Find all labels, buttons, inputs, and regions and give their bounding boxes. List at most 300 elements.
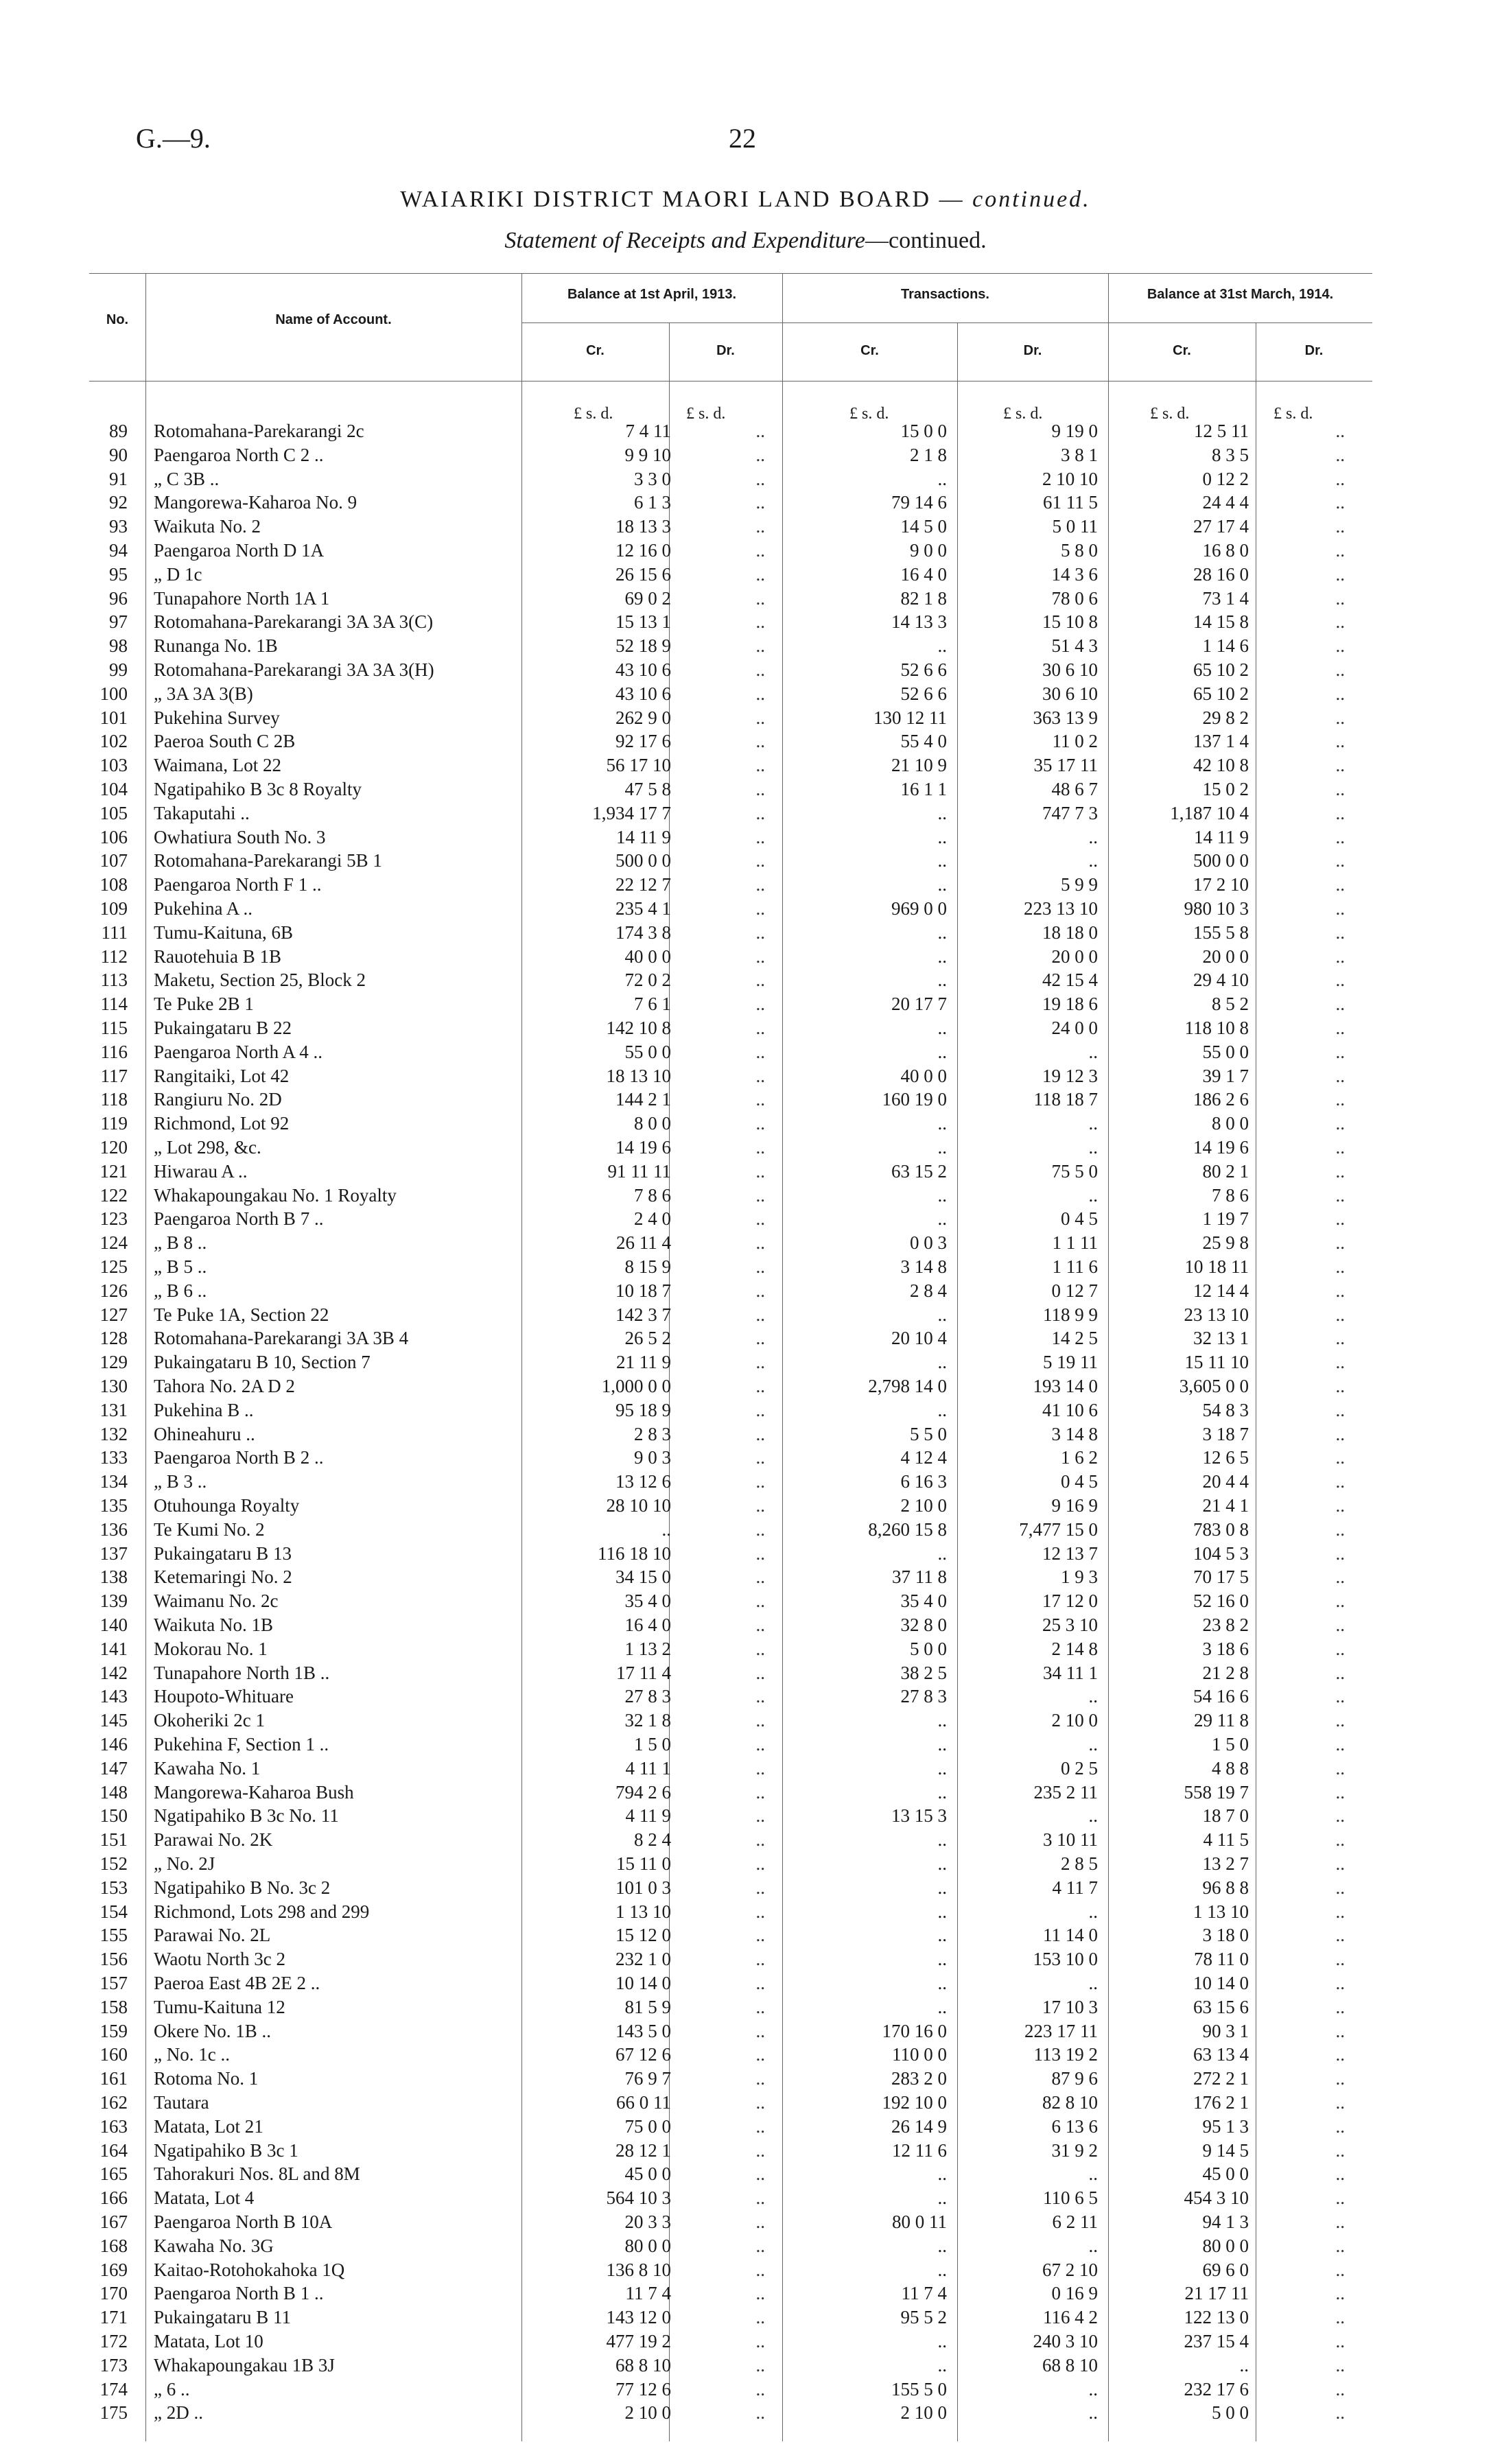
closing-balance-cr: 8 3 5: [1212, 444, 1249, 465]
table-row: [0, 1327, 1491, 1349]
transactions-cr: ..: [937, 2187, 947, 2209]
title-text: WAIARIKI DISTRICT MAORI LAND BOARD: [400, 187, 932, 212]
table-row: [0, 778, 1491, 800]
opening-balance-dr: ..: [755, 540, 765, 561]
table-row: [0, 2043, 1491, 2065]
opening-balance-dr: ..: [755, 850, 765, 871]
closing-balance-dr: ..: [1335, 2068, 1345, 2089]
closing-balance-cr: 78 11 0: [1194, 1949, 1249, 1970]
account-name: Pukehina Survey: [154, 707, 280, 728]
opening-balance-dr: ..: [755, 1447, 765, 1468]
transactions-dr: ..: [1088, 2402, 1098, 2424]
opening-balance-cr: 40 0 0: [624, 946, 671, 967]
closing-balance-dr: ..: [1335, 1256, 1345, 1277]
opening-balance-cr: 8 2 4: [634, 1829, 671, 1851]
opening-balance-cr: 26 5 2: [624, 1328, 671, 1349]
table-row: [0, 969, 1491, 991]
closing-balance-dr: ..: [1335, 2259, 1345, 2280]
opening-balance-cr: 136 8 10: [606, 2259, 671, 2280]
row-number: 129: [99, 1352, 128, 1373]
table-row: [0, 1948, 1491, 1970]
transactions-dr: 35 17 11: [1033, 755, 1098, 776]
table-row: [0, 1041, 1491, 1063]
closing-balance-cr: 500 0 0: [1193, 850, 1249, 871]
transactions-dr: ..: [1088, 1041, 1098, 1062]
opening-balance-cr: 101 0 3: [615, 1877, 671, 1898]
opening-balance-cr: 72 0 2: [624, 970, 671, 991]
row-number: 136: [99, 1518, 128, 1540]
closing-balance-dr: ..: [1335, 1137, 1345, 1158]
unit-label: £ s. d.: [574, 405, 613, 423]
opening-balance-dr: ..: [755, 1208, 765, 1230]
opening-balance-cr: 45 0 0: [624, 2163, 671, 2185]
transactions-cr: 37 11 8: [892, 1567, 947, 1588]
opening-balance-dr: ..: [755, 707, 765, 728]
row-number: 146: [99, 1734, 128, 1755]
closing-balance-cr: 3 18 7: [1202, 1423, 1249, 1444]
account-name: „ 6 ..: [154, 2378, 190, 2400]
closing-balance-cr: 28 16 0: [1193, 563, 1249, 585]
closing-balance-cr: 45 0 0: [1202, 2163, 1249, 2185]
closing-balance-dr: ..: [1335, 1829, 1345, 1851]
account-name: Takaputahi ..: [154, 802, 250, 823]
opening-balance-cr: 35 4 0: [624, 1591, 671, 1612]
closing-balance-cr: 16 8 0: [1202, 540, 1249, 561]
closing-balance-cr: 1 14 6: [1202, 635, 1249, 657]
account-name: Paengaroa North D 1A: [154, 540, 325, 561]
table-row: [0, 1829, 1491, 1851]
transactions-cr: ..: [937, 2235, 947, 2256]
account-name: Richmond, Lot 92: [154, 1113, 290, 1134]
account-name: Pukaingataru B 22: [154, 1018, 292, 1038]
closing-balance-dr: ..: [1335, 635, 1345, 657]
opening-balance-cr: 7 8 6: [634, 1184, 671, 1206]
transactions-cr: ..: [937, 946, 947, 967]
transactions-dr: 110 6 5: [1043, 2187, 1098, 2209]
opening-balance-cr: 500 0 0: [615, 850, 671, 871]
transactions-cr: ..: [937, 2354, 947, 2375]
transactions-cr: ..: [937, 1113, 947, 1134]
opening-balance-dr: ..: [755, 1662, 765, 1683]
table-top-rule: [89, 273, 1372, 274]
transactions-cr: 40 0 0: [900, 1065, 947, 1086]
transactions-dr: 82 8 10: [1042, 2092, 1098, 2113]
opening-balance-cr: 116 18 10: [598, 1542, 671, 1564]
closing-balance-dr: ..: [1335, 1638, 1345, 1659]
closing-balance-cr: 42 10 8: [1193, 755, 1249, 776]
row-number: 158: [99, 1996, 128, 2017]
transactions-cr: 82 1 8: [900, 587, 947, 609]
table-row: [0, 491, 1491, 513]
opening-balance-dr: ..: [755, 2354, 765, 2375]
transactions-cr: ..: [937, 1352, 947, 1373]
account-name: Matata, Lot 10: [154, 2331, 263, 2351]
closing-balance-cr: 186 2 6: [1193, 1089, 1249, 1110]
transactions-dr: 0 12 7: [1051, 1280, 1098, 1301]
unit-label: £ s. d.: [1003, 405, 1043, 423]
closing-balance-dr: ..: [1335, 970, 1345, 991]
closing-balance-cr: 13 2 7: [1202, 1853, 1249, 1874]
closing-balance-dr: ..: [1335, 1376, 1345, 1396]
opening-balance-dr: ..: [755, 2092, 765, 2113]
closing-balance-dr: ..: [1335, 1901, 1345, 1922]
opening-balance-dr: ..: [755, 1160, 765, 1182]
transactions-cr: 170 16 0: [882, 2020, 947, 2041]
opening-balance-dr: ..: [755, 1328, 765, 1349]
transactions-dr: 1 11 6: [1052, 1256, 1098, 1277]
closing-balance-dr: ..: [1335, 1089, 1345, 1110]
transactions-dr: 2 14 8: [1051, 1638, 1098, 1659]
closing-balance-cr: 17 2 10: [1193, 874, 1249, 895]
row-number: 133: [99, 1447, 128, 1468]
transactions-dr: 747 7 3: [1042, 802, 1098, 823]
opening-balance-cr: 142 3 7: [615, 1304, 671, 1325]
closing-balance-dr: ..: [1335, 1304, 1345, 1325]
closing-balance-dr: ..: [1335, 492, 1345, 513]
transactions-dr: ..: [1088, 1901, 1098, 1922]
opening-balance-cr: 262 9 0: [615, 707, 671, 728]
opening-balance-cr: 32 1 8: [624, 1710, 671, 1731]
transactions-dr: 14 2 5: [1051, 1328, 1098, 1349]
row-number: 114: [100, 994, 128, 1015]
account-name: Ngatipahiko B No. 3c 2: [154, 1877, 331, 1898]
row-number: 119: [100, 1113, 128, 1134]
closing-balance-dr: ..: [1335, 2092, 1345, 2113]
transactions-cr: 32 8 0: [900, 1615, 947, 1635]
opening-balance-dr: ..: [755, 1018, 765, 1038]
row-number: 89: [109, 421, 128, 441]
opening-balance-cr: 52 18 9: [615, 635, 671, 657]
opening-balance-cr: 2 8 3: [634, 1423, 671, 1444]
closing-balance-cr: 558 19 7: [1184, 1781, 1249, 1803]
transactions-cr: ..: [937, 1973, 947, 1993]
account-name: Mokorau No. 1: [154, 1638, 268, 1659]
closing-balance-cr: 80 0 0: [1202, 2235, 1249, 2256]
table-row: [0, 1853, 1491, 1875]
closing-balance-cr: 20 4 4: [1202, 1471, 1249, 1492]
closing-balance-dr: ..: [1335, 444, 1345, 465]
closing-balance-cr: 65 10 2: [1193, 659, 1249, 680]
account-name: Pukaingataru B 11: [154, 2307, 291, 2328]
closing-balance-dr: ..: [1335, 1662, 1345, 1683]
account-name: Kaitao-Rotohokahoka 1Q: [154, 2259, 345, 2280]
closing-balance-cr: 104 5 3: [1193, 1542, 1249, 1564]
transactions-dr: ..: [1088, 1184, 1098, 1206]
row-number: 139: [99, 1591, 128, 1612]
table-row: [0, 2378, 1491, 2400]
opening-balance-dr: ..: [755, 444, 765, 465]
opening-balance-dr: ..: [755, 779, 765, 799]
closing-balance-cr: 15 11 10: [1184, 1352, 1249, 1373]
opening-balance-cr: 144 2 1: [615, 1089, 671, 1110]
closing-balance-dr: ..: [1335, 1280, 1345, 1301]
closing-balance-dr: ..: [1335, 2331, 1345, 2351]
unit-label: £ s. d.: [1150, 405, 1190, 423]
row-number: 157: [99, 1973, 128, 1993]
page-subtitle: Statement of Receipts and Expenditure—continued.: [504, 228, 987, 253]
transactions-dr: ..: [1088, 1805, 1098, 1827]
account-name: Otuhounga Royalty: [154, 1495, 300, 1516]
transactions-cr: 13 15 3: [891, 1805, 947, 1827]
closing-balance-cr: 137 1 4: [1193, 731, 1249, 752]
opening-balance-dr: ..: [755, 2378, 765, 2400]
closing-balance-cr: 8 5 2: [1212, 994, 1249, 1015]
opening-balance-dr: ..: [755, 587, 765, 609]
opening-balance-cr: 142 10 8: [606, 1018, 671, 1038]
row-number: 145: [99, 1710, 128, 1731]
account-name: Rauotehuia B 1B: [154, 946, 281, 967]
table-row: [0, 1972, 1491, 1994]
closing-balance-cr: 24 4 4: [1202, 492, 1249, 513]
transactions-dr: 113 19 2: [1033, 2044, 1098, 2065]
opening-balance-dr: ..: [755, 1089, 765, 1110]
row-number: 135: [99, 1495, 128, 1516]
closing-balance-cr: 20 0 0: [1202, 946, 1249, 967]
closing-balance-dr: ..: [1335, 1471, 1345, 1492]
account-name: Rotomahana-Parekarangi 5B 1: [154, 850, 382, 871]
opening-balance-cr: 8 0 0: [634, 1113, 671, 1134]
table-row: [0, 683, 1491, 705]
account-name: Rotomahana-Parekarangi 2c: [154, 421, 364, 441]
transactions-cr: 14 5 0: [900, 516, 947, 537]
transactions-dr: 153 10 0: [1033, 1949, 1098, 1970]
transactions-dr: 14 3 6: [1051, 563, 1098, 585]
opening-balance-cr: 143 5 0: [615, 2020, 671, 2041]
row-number: 95: [109, 563, 128, 585]
account-name: Paengaroa North B 7 ..: [154, 1208, 324, 1230]
transactions-cr: 21 10 9: [891, 755, 947, 776]
opening-balance-cr: 77 12 6: [615, 2378, 671, 2400]
opening-balance-cr: ..: [661, 1518, 671, 1540]
opening-balance-dr: ..: [755, 683, 765, 704]
closing-balance-dr: ..: [1335, 922, 1345, 943]
opening-balance-cr: 27 8 3: [624, 1686, 671, 1707]
row-number: 168: [99, 2235, 128, 2256]
closing-balance-dr: ..: [1335, 1567, 1345, 1588]
transactions-dr: 2 10 10: [1042, 468, 1098, 489]
row-number: 172: [99, 2331, 128, 2351]
account-name: Rotomahana-Parekarangi 3A 3B 4: [154, 1328, 409, 1349]
closing-balance-cr: 14 11 9: [1194, 826, 1249, 847]
closing-balance-cr: 54 8 3: [1202, 1399, 1249, 1420]
table-row: [0, 587, 1491, 609]
transactions-dr: 42 15 4: [1042, 970, 1098, 991]
opening-balance-dr: ..: [755, 492, 765, 513]
transactions-dr: 5 8 0: [1061, 540, 1098, 561]
table-row: [0, 1160, 1491, 1182]
opening-balance-cr: 174 3 8: [615, 922, 671, 943]
opening-balance-dr: ..: [755, 1829, 765, 1851]
closing-balance-cr: 18 7 0: [1202, 1805, 1249, 1827]
account-name: Ngatipahiko B 3c 1: [154, 2139, 298, 2161]
opening-balance-dr: ..: [755, 922, 765, 943]
row-number: 173: [99, 2354, 128, 2375]
transactions-dr: ..: [1088, 2235, 1098, 2256]
group-head-rule: [521, 322, 1372, 323]
account-name: Tunapahore North 1B ..: [154, 1662, 330, 1683]
table-row: [0, 659, 1491, 681]
opening-balance-dr: ..: [755, 1232, 765, 1254]
closing-balance-cr: 21 17 11: [1184, 2283, 1249, 2304]
table-row: [0, 1208, 1491, 1230]
table-row: [0, 849, 1491, 871]
transactions-cr: 155 5 0: [891, 2378, 947, 2400]
row-number: 162: [99, 2092, 128, 2113]
transactions-cr: ..: [937, 1041, 947, 1062]
closing-balance-dr: ..: [1335, 2187, 1345, 2209]
opening-balance-cr: 7 6 1: [634, 994, 671, 1015]
account-name: Pukaingataru B 13: [154, 1542, 292, 1564]
account-table-body: [0, 420, 1491, 2434]
row-number: 130: [99, 1376, 128, 1396]
account-name: Parawai No. 2K: [154, 1829, 273, 1851]
transactions-dr: 223 13 10: [1024, 898, 1098, 919]
transactions-dr: ..: [1088, 1113, 1098, 1134]
table-row: [0, 539, 1491, 561]
transactions-cr: 26 14 9: [891, 2115, 947, 2137]
table-row: [0, 1065, 1491, 1087]
table-row: [0, 1232, 1491, 1254]
closing-balance-cr: 8 0 0: [1212, 1113, 1249, 1134]
opening-balance-dr: ..: [755, 1423, 765, 1444]
closing-balance-dr: ..: [1335, 1447, 1345, 1468]
row-number: 122: [99, 1184, 128, 1206]
opening-balance-cr: 92 17 6: [615, 731, 671, 752]
transactions-dr: 118 9 9: [1043, 1304, 1098, 1325]
opening-balance-dr: ..: [755, 946, 765, 967]
closing-balance-cr: 10 14 0: [1193, 1973, 1249, 1993]
table-row: [0, 1017, 1491, 1039]
row-number: 126: [99, 1280, 128, 1301]
closing-balance-dr: ..: [1335, 850, 1345, 871]
row-number: 125: [99, 1256, 128, 1277]
opening-balance-cr: 794 2 6: [615, 1781, 671, 1803]
transactions-cr: 27 8 3: [900, 1686, 947, 1707]
account-name: Mangorewa-Kaharoa Bush: [154, 1781, 354, 1803]
transactions-dr: 25 3 10: [1042, 1615, 1098, 1635]
opening-balance-dr: ..: [755, 1591, 765, 1612]
closing-balance-dr: ..: [1335, 826, 1345, 847]
opening-balance-cr: 69 0 2: [624, 587, 671, 609]
opening-balance-dr: ..: [755, 1757, 765, 1779]
table-row: [0, 1614, 1491, 1636]
transactions-cr: ..: [937, 1304, 947, 1325]
closing-balance-cr: 69 6 0: [1202, 2259, 1249, 2280]
account-name: Pukehina F, Section 1 ..: [154, 1734, 329, 1755]
row-number: 117: [100, 1065, 128, 1086]
opening-balance-dr: ..: [755, 2283, 765, 2304]
transactions-dr: 17 12 0: [1042, 1591, 1098, 1612]
closing-balance-cr: 1 13 10: [1193, 1901, 1249, 1922]
closing-balance-dr: ..: [1335, 898, 1345, 919]
transactions-dr: 223 17 11: [1024, 2020, 1098, 2041]
row-number: 108: [99, 874, 128, 895]
transactions-cr: 15 0 0: [900, 421, 947, 441]
transactions-cr: 160 19 0: [882, 1089, 947, 1110]
transactions-cr: 6 16 3: [900, 1471, 947, 1492]
row-number: 156: [99, 1949, 128, 1970]
opening-balance-dr: ..: [755, 1184, 765, 1206]
subtitle-text: Statement of Receipts and Expenditure: [504, 228, 865, 253]
row-number: 174: [99, 2378, 128, 2400]
opening-balance-dr: ..: [755, 1256, 765, 1277]
opening-balance-cr: 21 11 9: [616, 1352, 671, 1373]
account-name: Kawaha No. 3G: [154, 2235, 274, 2256]
opening-balance-dr: ..: [755, 2259, 765, 2280]
account-name: Te Puke 1A, Section 22: [154, 1304, 329, 1325]
transactions-dr: 75 5 0: [1051, 1160, 1098, 1182]
transactions-cr: 80 0 11: [892, 2211, 947, 2232]
transactions-dr: 2 10 0: [1051, 1710, 1098, 1731]
row-number: 101: [99, 707, 128, 728]
closing-balance-dr: ..: [1335, 1518, 1345, 1540]
table-row: [0, 946, 1491, 967]
opening-balance-cr: 28 12 1: [615, 2139, 671, 2161]
opening-balance-cr: 8 15 9: [624, 1256, 671, 1277]
row-number: 175: [99, 2402, 128, 2424]
transactions-cr: ..: [937, 850, 947, 871]
row-number: 98: [109, 635, 128, 657]
transactions-cr: 2 10 0: [900, 1495, 947, 1516]
closing-balance-cr: 232 17 6: [1184, 2378, 1249, 2400]
transactions-cr: ..: [937, 1829, 947, 1851]
opening-balance-cr: 6 1 3: [634, 492, 671, 513]
transactions-cr: 11 7 4: [901, 2283, 947, 2304]
page-number: 22: [729, 123, 756, 154]
closing-balance-dr: ..: [1335, 659, 1345, 680]
closing-balance-cr: 3 18 6: [1202, 1638, 1249, 1659]
account-name: Houpoto-Whituare: [154, 1686, 294, 1707]
transactions-cr: ..: [937, 635, 947, 657]
transactions-dr: 67 2 10: [1042, 2259, 1098, 2280]
transactions-dr: 116 4 2: [1043, 2307, 1098, 2328]
opening-balance-dr: ..: [755, 898, 765, 919]
closing-balance-cr: 3,605 0 0: [1179, 1376, 1249, 1396]
account-name: „ B 5 ..: [154, 1256, 207, 1277]
opening-balance-cr: 235 4 1: [615, 898, 671, 919]
closing-balance-cr: 1 19 7: [1202, 1208, 1249, 1230]
account-name: Okere No. 1B ..: [154, 2020, 271, 2041]
closing-balance-cr: 272 2 1: [1193, 2068, 1249, 2089]
transactions-cr: 95 5 2: [900, 2307, 947, 2328]
account-name: Paengaroa North B 10A: [154, 2211, 333, 2232]
table-row: [0, 1566, 1491, 1588]
opening-balance-dr: ..: [755, 1137, 765, 1158]
transactions-dr: 48 6 7: [1051, 779, 1098, 799]
transactions-cr: 192 10 0: [882, 2092, 947, 2113]
table-row: [0, 2402, 1491, 2424]
closing-balance-dr: ..: [1335, 1925, 1345, 1946]
opening-balance-cr: 68 8 10: [615, 2354, 671, 2375]
closing-balance-dr: ..: [1335, 1615, 1345, 1635]
transactions-cr: 16 4 0: [900, 563, 947, 585]
opening-balance-dr: ..: [755, 659, 765, 680]
opening-balance-cr: 143 12 0: [606, 2307, 671, 2328]
row-number: 140: [99, 1615, 128, 1635]
closing-balance-cr: 10 18 11: [1184, 1256, 1249, 1277]
row-number: 132: [99, 1423, 128, 1444]
table-row: [0, 873, 1491, 895]
table-row: [0, 1901, 1491, 1923]
account-name: „ 3A 3A 3(B): [154, 683, 253, 704]
closing-balance-cr: 12 5 11: [1194, 421, 1249, 441]
closing-balance-dr: ..: [1335, 540, 1345, 561]
opening-balance-dr: ..: [755, 1399, 765, 1420]
closing-balance-cr: 23 8 2: [1202, 1615, 1249, 1635]
closing-balance-cr: 70 17 5: [1193, 1567, 1249, 1588]
closing-balance-cr: 5 0 0: [1212, 2402, 1249, 2424]
opening-balance-cr: 12 16 0: [615, 540, 671, 561]
